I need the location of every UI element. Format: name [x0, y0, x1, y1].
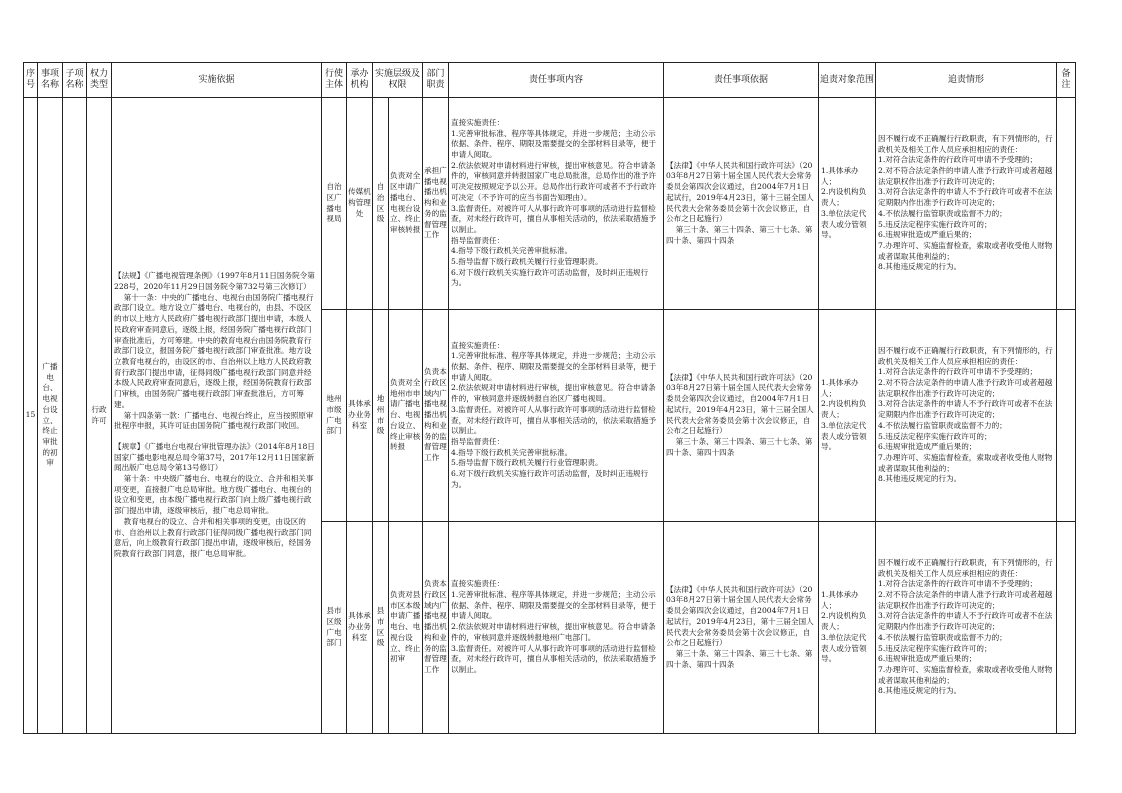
col-circumstances-header: 追责情形	[876, 63, 1057, 98]
resp-basis-cell: 【法律】《中华人民共和国行政许可法》（2003年8月27日第十届全国人民代表大会常务委员会第四次会议通过，自2004年7月1日起试行，2019年4月23日，第十三届全国人民代表大会常务委员会第十次会议修正，自公布之日起施行） 第三十条、第三十四条、第三十七条、第四十条、第四十四条	[664, 310, 819, 522]
col-item-name-header: 事项名称	[38, 63, 63, 98]
col-remark-header: 备注	[1057, 63, 1076, 98]
col-seq-header: 序号	[24, 63, 38, 98]
responsibility-table	[23, 62, 1076, 734]
organ-cell: 具体承办业务科室	[347, 522, 373, 734]
actor-cell: 自治区广播电视局	[322, 98, 347, 310]
resp-basis-cell: 【法律】《中华人民共和国行政许可法》（2003年8月27日第十届全国人民代表大会常务委员会第四次会议通过，自2004年7月1日起试行，2019年4月23日，第十三届全国人民代表大会常务委员会第十次会议修正，自公布之日起施行） 第三十条、第三十四条、第三十七条、第四十条、第四十四条	[664, 522, 819, 734]
level-detail-cell: 负责对全地州市申请广播电台、电视台设立、终止审核转报	[389, 310, 423, 522]
col-level-header: 实施层级及权限	[373, 63, 423, 98]
header-row	[24, 63, 1076, 98]
level-cell: 县市区级	[373, 522, 389, 734]
table-row	[24, 98, 1076, 310]
resp-content-cell: 直接实施责任： 1.完善审批标准、程序等具体规定，并进一步规范；主动公示依据、条件、程序、期限及需要提交的全部材料目录等，便于申请人阅取。 2.依法依规对申请材料进行审核，提出审核意见。符合申请条件的，审核同意并转报国家广电总局批准，总局作出的准予许可决定按照规定予以公开。总局作出行政许可或者不予行政许可决定（不予许可的应当书面告知理由）。 3.监督责任。对被许可人从事行政许可事项的活动进行监督检查，对未经行政许可，擅自从事相关活动的，依法采取措施予以制止。 指导监督责任： 4.指导下级行政机关完善审批标准。 5.指导监督下级行政机关履行行业管理职责。 6.对下级行政机关实施行政许可活动监督，及时纠正违规行为。	[449, 98, 664, 310]
dept-duty-cell: 负责本行政区域内广播电视播出机构和业务的监督管理工作	[423, 522, 449, 734]
item-name-cell: 广播电台、电视台设立、终止审批的初审	[38, 98, 63, 734]
level-detail-cell: 负责对县市区本级申请广播电台、电视台设立、终止初审	[389, 522, 423, 734]
level-cell: 自治区级	[373, 98, 389, 310]
resp-content-cell: 直接实施责任： 1.完善审批标准、程序等具体规定，并进一步规范；主动公示依据、条件、程序、期限及需要提交的全部材料目录等，便于申请人阅取。 2.依法依规对申请材料进行审核，提出审核意见。符合申请条件的，审核同意并逐级转报地州广电部门。 3.监督责任。对被许可人从事行政许可事项的活动进行监督检查，对未经行政许可，擅自从事相关活动的，依法采取措施予以制止。	[449, 522, 664, 734]
circumstances-cell: 因不履行或不正确履行行政职责，有下列情形的，行政机关及相关工作人员应承担相应的责任： 1.对符合法定条件的行政许可申请不予受理的； 2.对不符合法定条件的申请人准予行政许可或者超越法定职权作出准予行政许可决定的； 3.对符合法定条件的申请人不予行政许可或者不在法定期限内作出准予行政许可决定的； 4.不依法履行监管职责或监督不力的； 5.违反法定程序实施行政许可的； 6.违规审批造成严重后果的； 7.办理许可、实施监督检查，索取或者收受他人财物或者谋取其他利益的； 8.其他违反规定的行为。	[876, 310, 1057, 522]
basis-rule: 【规章】《广播电台电视台审批管理办法》（2014年8月18日国家广播电影电视总局令第37号，2017年12月11日国家新闻出版广电总局令第13号修订） 第十条：中央级广播电台、电视台的设立、合并和相关事项变更，直接报广电总局审批。地方级广播电台、电视台的设立和变更，由本级广播电视行政部门向上级广播电视行政部门提出申请，逐级审核后，报广电总局审批。 教育电视台的设立、合并和相关事项的变更，由设区的市、自治州以上教育行政部门征得同级广播电视行政部门同意后，向上级教育行政部门提出申请，逐级审核后，经国务院教育行政部门同意，报广电总局审批。	[114, 441, 315, 558]
col-basis-header: 实施依据	[112, 63, 322, 98]
power-type-cell: 行政许可	[87, 98, 112, 734]
col-actor-header: 行使主体	[322, 63, 347, 98]
accountable-cell: 1.具体承办人； 2.内设机构负责人； 3.单位法定代表人或分管领导。	[819, 98, 876, 310]
resp-content-cell: 直接实施责任： 1.完善审批标准、程序等具体规定，并进一步规范；主动公示依据、条件、程序、期限及需要提交的全部材料目录等，便于申请人阅取。 2.依法依规对申请材料进行审核，提出审核意见。符合申请条件的，审核同意并逐级转报自治区广播电视局。 3.监督责任。对被许可人从事行政许可事项的活动进行监督检查，对未经行政许可，擅自从事相关活动的，依法采取措施予以制止。 指导监督责任： 4.指导下级行政机关完善审批标准。 5.指导监督下级行政机关履行行业管理职责。 6.对下级行政机关实施行政许可活动监督，及时纠正违规行为。	[449, 310, 664, 522]
remark-cell	[1057, 310, 1076, 522]
remark-cell	[1057, 522, 1076, 734]
col-resp-content-header: 责任事项内容	[449, 63, 664, 98]
circumstances-cell: 因不履行或不正确履行行政职责，有下列情形的，行政机关及相关工作人员应承担相应的责任： 1.对符合法定条件的行政许可申请不予受理的； 2.对不符合法定条件的申请人准予行政许可或者超越法定职权作出准予行政许可决定的； 3.对符合法定条件的申请人不予行政许可或者不在法定期限内作出准予行政许可决定的； 4.不依法履行监管职责或监督不力的； 5.违反法定程序实施行政许可的； 6.违规审批造成严重后果的； 7.办理许可、实施监督检查，索取或者收受他人财物或者谋取其他利益的； 8.其他违反规定的行为。	[876, 522, 1057, 734]
basis-cell	[112, 98, 322, 734]
basis-regulation: 【法规】《广播电视管理条例》（1997年8月11日国务院令第228号，2020年11月29日国务院令第732号第三次修订） 第十一条：中央的广播电台、电视台由国务院广播电视行政部门设立。地方设立广播电台、电视台的，由县、不设区的市以上地方人民政府广播电视行政部门提出申请，本级人民政府审查同意后，逐级上报，经国务院广播电视行政部门审查批准后，方可筹建。中央的教育电视台由国务院教育行政部门设立，报国务院广播电视行政部门审查批准。地方设立教育电视台的，由设区的市、自治州以上地方人民政府教育行政部门提出申请，征得同级广播电视行政部门同意并经本级人民政府审查同意后，逐级上报，经国务院教育行政部门审核，由国务院广播电视行政部门审查批准后，方可筹建。 第十四条第一款：广播电台、电视台终止，应当按照原审批程序申报，其许可证由国务院广播电视行政部门收回。	[114, 271, 315, 431]
sub-name-cell	[63, 98, 87, 734]
col-accountable-header: 追责对象范围	[819, 63, 876, 98]
col-dept-duty-header: 部门职责	[423, 63, 449, 98]
dept-duty-cell: 负责本行政区域内广播电视播出机构和业务的监督管理工作	[423, 310, 449, 522]
organ-cell: 具体承办业务科室	[347, 310, 373, 522]
actor-cell: 县市区级广电部门	[322, 522, 347, 734]
col-resp-basis-header: 责任事项依据	[664, 63, 819, 98]
organ-cell: 传媒机构管理处	[347, 98, 373, 310]
col-sub-name-header: 子项名称	[63, 63, 87, 98]
col-organ-header: 承办机构	[347, 63, 373, 98]
circumstances-cell: 因不履行或不正确履行行政职责，有下列情形的，行政机关及相关工作人员应承担相应的责任： 1.对符合法定条件的行政许可申请不予受理的； 2.对不符合法定条件的申请人准予行政许可或者超越法定职权作出准予行政许可决定的； 3.对符合法定条件的申请人不予行政许可或者不在法定期限内作出准予行政许可决定的； 4.不依法履行监管职责或监督不力的； 5.违反法定程序实施行政许可的； 6.违规审批造成严重后果的； 7.办理许可、实施监督检查，索取或者收受他人财物或者谋取其他利益的； 8.其他违反规定的行为。	[876, 98, 1057, 310]
level-detail-cell: 负责对全区申请广播电台、电视台设立、终止审核转报	[389, 98, 423, 310]
resp-basis-cell: 【法律】《中华人民共和国行政许可法》（2003年8月27日第十届全国人民代表大会常务委员会第四次会议通过，自2004年7月1日起试行，2019年4月23日，第十三届全国人民代表大会常务委员会第十次会议修正，自公布之日起施行） 第三十条、第三十四条、第三十七条、第四十条、第四十四条	[664, 98, 819, 310]
col-power-type-header: 权力类型	[87, 63, 112, 98]
accountable-cell: 1.具体承办人； 2.内设机构负责人； 3.单位法定代表人或分管领导。	[819, 522, 876, 734]
accountable-cell: 1.具体承办人； 2.内设机构负责人； 3.单位法定代表人或分管领导。	[819, 310, 876, 522]
actor-cell: 地州市级广电部门	[322, 310, 347, 522]
dept-duty-cell: 承担广播电视播出机构和业务的监督管理工作	[423, 98, 449, 310]
remark-cell	[1057, 98, 1076, 310]
level-cell: 地州市级	[373, 310, 389, 522]
seq-cell: 15	[24, 98, 38, 734]
